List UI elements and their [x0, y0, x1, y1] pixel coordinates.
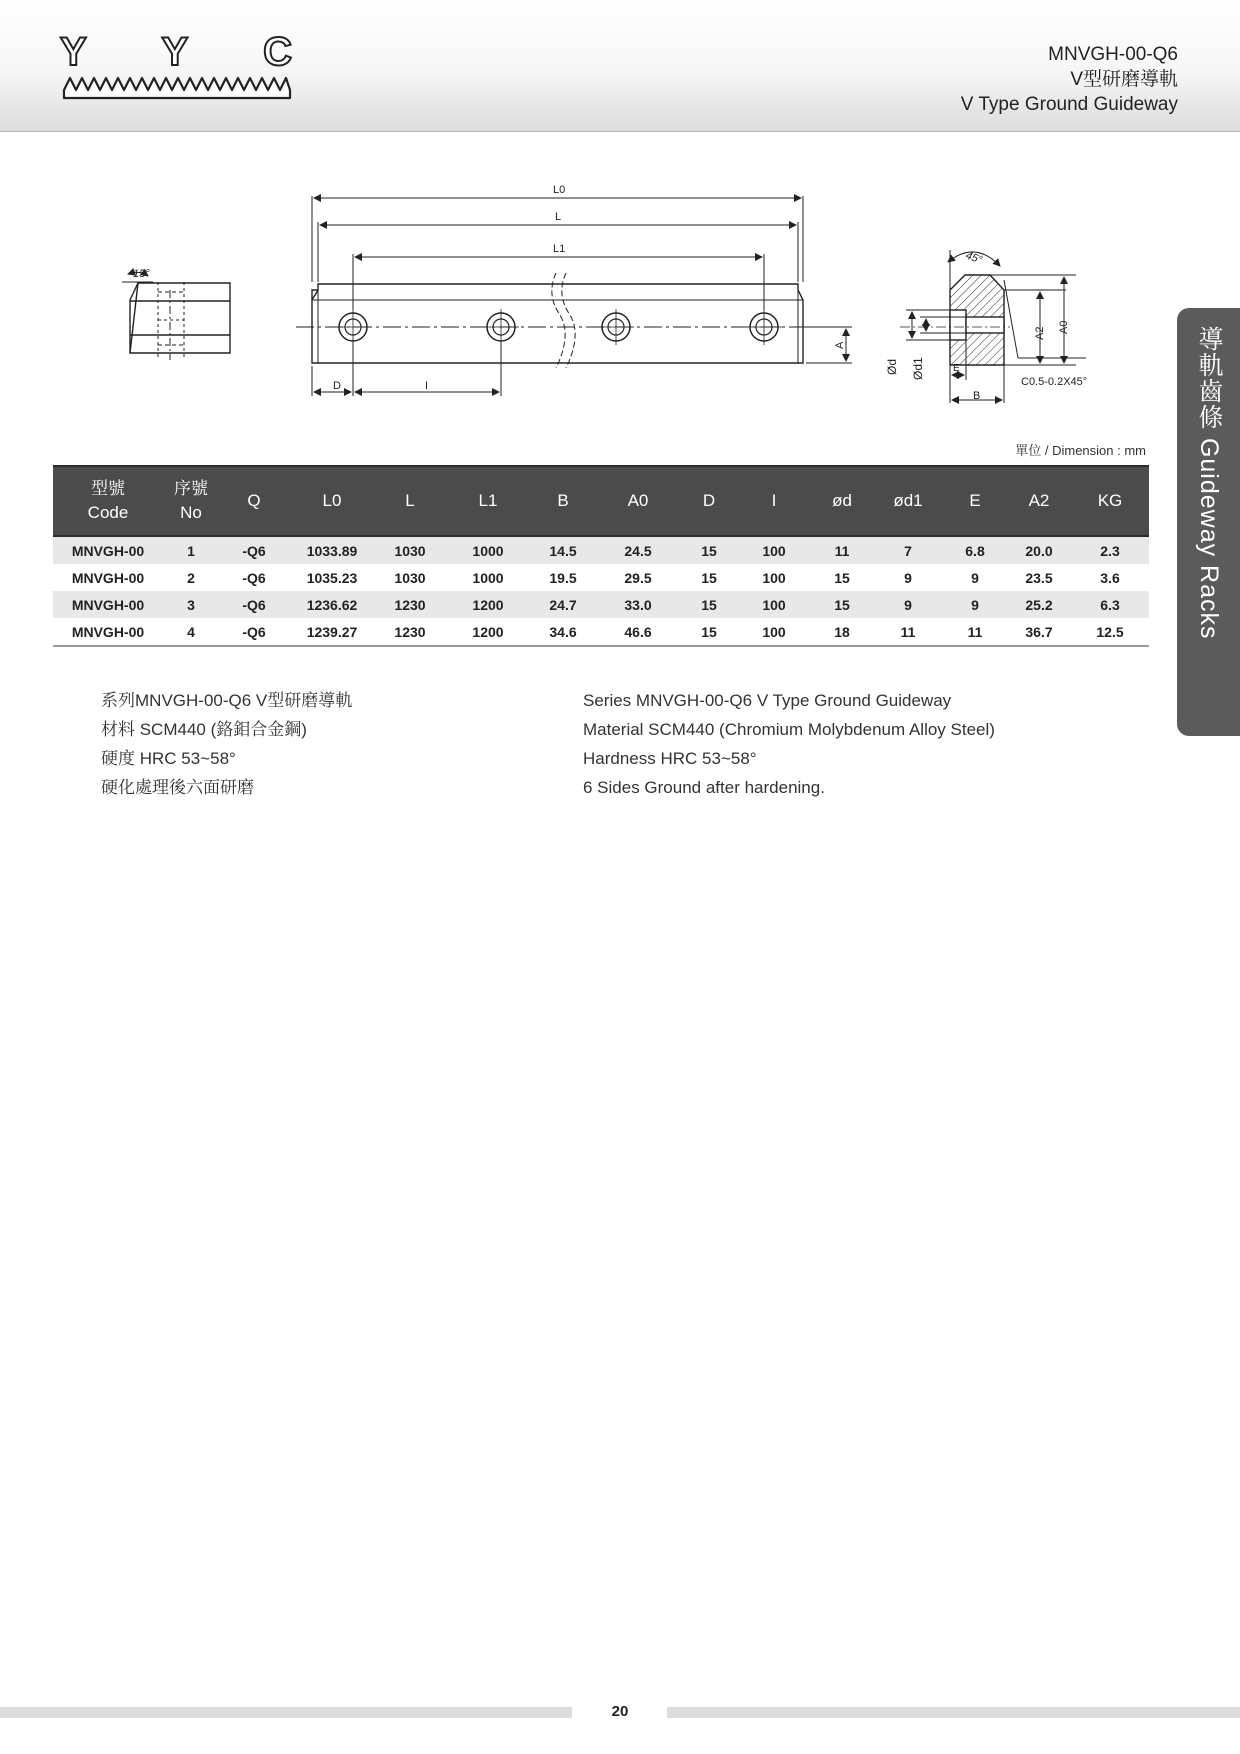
- column-header-d: D: [681, 466, 737, 536]
- cell-kg: 3.6: [1100, 569, 1120, 586]
- cell-code: MNVGH-00: [71, 569, 145, 586]
- table-row: [53, 618, 1149, 646]
- label-phi-d1: Ød1: [911, 357, 925, 380]
- cell-phi-d: 11: [811, 536, 873, 564]
- footer-bar-right: [667, 1707, 1240, 1718]
- page-header: [0, 0, 1240, 132]
- column-header-l1: L1: [445, 466, 531, 536]
- cell-phi-d: 15: [811, 591, 873, 618]
- column-header-a2: A2: [1007, 466, 1071, 536]
- label-angle-right: 45°: [963, 249, 984, 267]
- column-header-e: E: [943, 466, 1007, 536]
- model-code: MNVGH-00-Q6: [1048, 44, 1178, 65]
- cell-q: -Q6: [219, 591, 289, 618]
- label-I: I: [425, 380, 429, 392]
- table-row: [53, 536, 1149, 564]
- front-view-rail: [296, 273, 820, 368]
- cell-l0: 1236.62: [289, 591, 375, 618]
- column-header-i: I: [737, 466, 811, 536]
- technical-drawing: [0, 170, 1120, 420]
- cell-phi-d1: 9: [873, 591, 943, 618]
- cell-kg: 2.3: [1071, 536, 1149, 564]
- description-line: 硬度 HRC 53~58°: [101, 749, 236, 768]
- rack-teeth-logo-icon: [62, 72, 292, 100]
- label-B: B: [973, 390, 981, 402]
- cell-phi-d: 18: [811, 618, 873, 646]
- table-header-row: [53, 466, 1149, 536]
- cell-d: 15: [681, 591, 737, 618]
- cell-kg: 12.5: [1071, 618, 1149, 646]
- cell-q: -Q6: [219, 536, 289, 564]
- description-line: 硬化處理後六面研磨: [101, 778, 254, 797]
- label-L1: L1: [553, 243, 566, 255]
- logo-letter: Y: [60, 30, 87, 74]
- column-header-l0: L0: [289, 466, 375, 536]
- cell-phi-d: 15: [834, 569, 850, 586]
- cell-q: -Q6: [219, 618, 289, 646]
- label-E: E: [953, 363, 960, 374]
- column-header-kg: KG: [1071, 466, 1149, 536]
- table-row: [53, 564, 1149, 591]
- cell-e: 9: [971, 569, 979, 586]
- cell-no: 2: [187, 569, 195, 586]
- cell-e: 6.8: [943, 536, 1007, 564]
- cell-code: MNVGH-00: [53, 618, 163, 646]
- cell-a2: 36.7: [1007, 618, 1071, 646]
- cell-a2: 25.2: [1007, 591, 1071, 618]
- cell-no: 3: [163, 591, 219, 618]
- description-line: Series MNVGH-00-Q6 V Type Ground Guideway: [583, 691, 952, 710]
- column-header-a0: A0: [595, 466, 681, 536]
- cell-no: 4: [163, 618, 219, 646]
- column-header-phi-d: ød: [811, 466, 873, 536]
- cell-code: MNVGH-00: [53, 536, 163, 564]
- cell-a0: 24.5: [595, 536, 681, 564]
- title-zh: V型研磨導軌: [1070, 69, 1178, 90]
- cell-code: MNVGH-00: [53, 591, 163, 618]
- label-L0: L0: [553, 184, 566, 196]
- cell-b: 24.7: [531, 591, 595, 618]
- header-title-block: [961, 42, 1178, 117]
- company-logo: [60, 30, 292, 75]
- cell-l1: 1200: [445, 591, 531, 618]
- cell-l0: 1035.23: [306, 569, 358, 586]
- description-line: Hardness HRC 53~58°: [583, 749, 757, 768]
- description-line: Material SCM440 (Chromium Molybdenum Alloy Steel): [583, 720, 995, 739]
- cell-phi-d1: 9: [904, 569, 912, 586]
- cell-l: 1230: [375, 591, 445, 618]
- description-line: 材料 SCM440 (鉻鉬合金鋼): [101, 720, 307, 739]
- mounting-hole: [335, 309, 371, 345]
- cell-phi-d1: 11: [873, 618, 943, 646]
- label-L: L: [555, 211, 562, 223]
- column-header-b: B: [531, 466, 595, 536]
- mounting-hole: [483, 309, 519, 345]
- cell-l0: 1033.89: [289, 536, 375, 564]
- table-row: [53, 591, 1149, 618]
- label-phi-d: Ød: [885, 358, 899, 375]
- label-D: D: [333, 380, 341, 392]
- description-en: [583, 686, 995, 802]
- cell-b: 34.6: [531, 618, 595, 646]
- cell-phi-d1: 7: [873, 536, 943, 564]
- label-A: A: [834, 341, 846, 349]
- logo-letter: Y: [161, 30, 189, 74]
- cell-d: 15: [681, 536, 737, 564]
- side-tab-label: 導軌齒條 Guideway Racks: [1195, 326, 1223, 640]
- mounting-hole: [598, 309, 634, 345]
- label-A2: A2: [1034, 326, 1046, 340]
- page-number: 20: [611, 1703, 629, 1720]
- label-angle-left: 15°: [133, 268, 150, 280]
- column-header-q: Q: [219, 466, 289, 536]
- mounting-hole: [746, 309, 782, 345]
- column-header-l: L: [375, 466, 445, 536]
- cell-l: 1230: [375, 618, 445, 646]
- title-en: V Type Ground Guideway: [960, 94, 1178, 115]
- label-A0: A0: [1058, 320, 1070, 334]
- cell-l1: 1200: [445, 618, 531, 646]
- cell-a2: 23.5: [1025, 569, 1053, 586]
- cell-i: 100: [737, 618, 811, 646]
- cell-a0: 33.0: [595, 591, 681, 618]
- column-header-no: 序號 No: [163, 466, 219, 536]
- cell-i: 100: [737, 591, 811, 618]
- cell-d: 15: [681, 618, 737, 646]
- description-line: 6 Sides Ground after hardening.: [583, 778, 825, 797]
- cell-b: 14.5: [531, 536, 595, 564]
- column-header-phi-d1: ød1: [873, 466, 943, 536]
- footer-bar-left: [0, 1707, 572, 1718]
- cell-i: 100: [762, 569, 786, 586]
- cell-a0: 29.5: [624, 569, 652, 586]
- cell-l1: 1000: [445, 536, 531, 564]
- end-view-left: [122, 272, 230, 360]
- cell-e: 9: [943, 591, 1007, 618]
- cell-d: 15: [701, 569, 717, 586]
- cell-a2: 20.0: [1007, 536, 1071, 564]
- dimension-lines: [312, 196, 852, 396]
- cell-b: 19.5: [549, 569, 577, 586]
- label-chamfer: C0.5-0.2X45°: [1021, 376, 1088, 388]
- cell-a0: 46.6: [595, 618, 681, 646]
- section-side-tab: [1177, 308, 1240, 736]
- description-zh: [101, 686, 352, 802]
- spec-table: [53, 465, 1149, 647]
- cell-l1: 1000: [472, 569, 504, 586]
- cell-l: 1030: [394, 569, 426, 586]
- cell-l: 1030: [375, 536, 445, 564]
- cell-e: 11: [943, 618, 1007, 646]
- description-line: 系列MNVGH-00-Q6 V型研磨導軌: [101, 691, 353, 710]
- cell-kg: 6.3: [1071, 591, 1149, 618]
- unit-note: 單位 / Dimension : mm: [1015, 443, 1146, 458]
- cell-no: 1: [163, 536, 219, 564]
- logo-letter: C: [263, 30, 292, 74]
- column-header-code: 型號 Code: [53, 466, 163, 536]
- cell-i: 100: [737, 536, 811, 564]
- cell-l0: 1239.27: [289, 618, 375, 646]
- cell-q: -Q6: [242, 569, 266, 586]
